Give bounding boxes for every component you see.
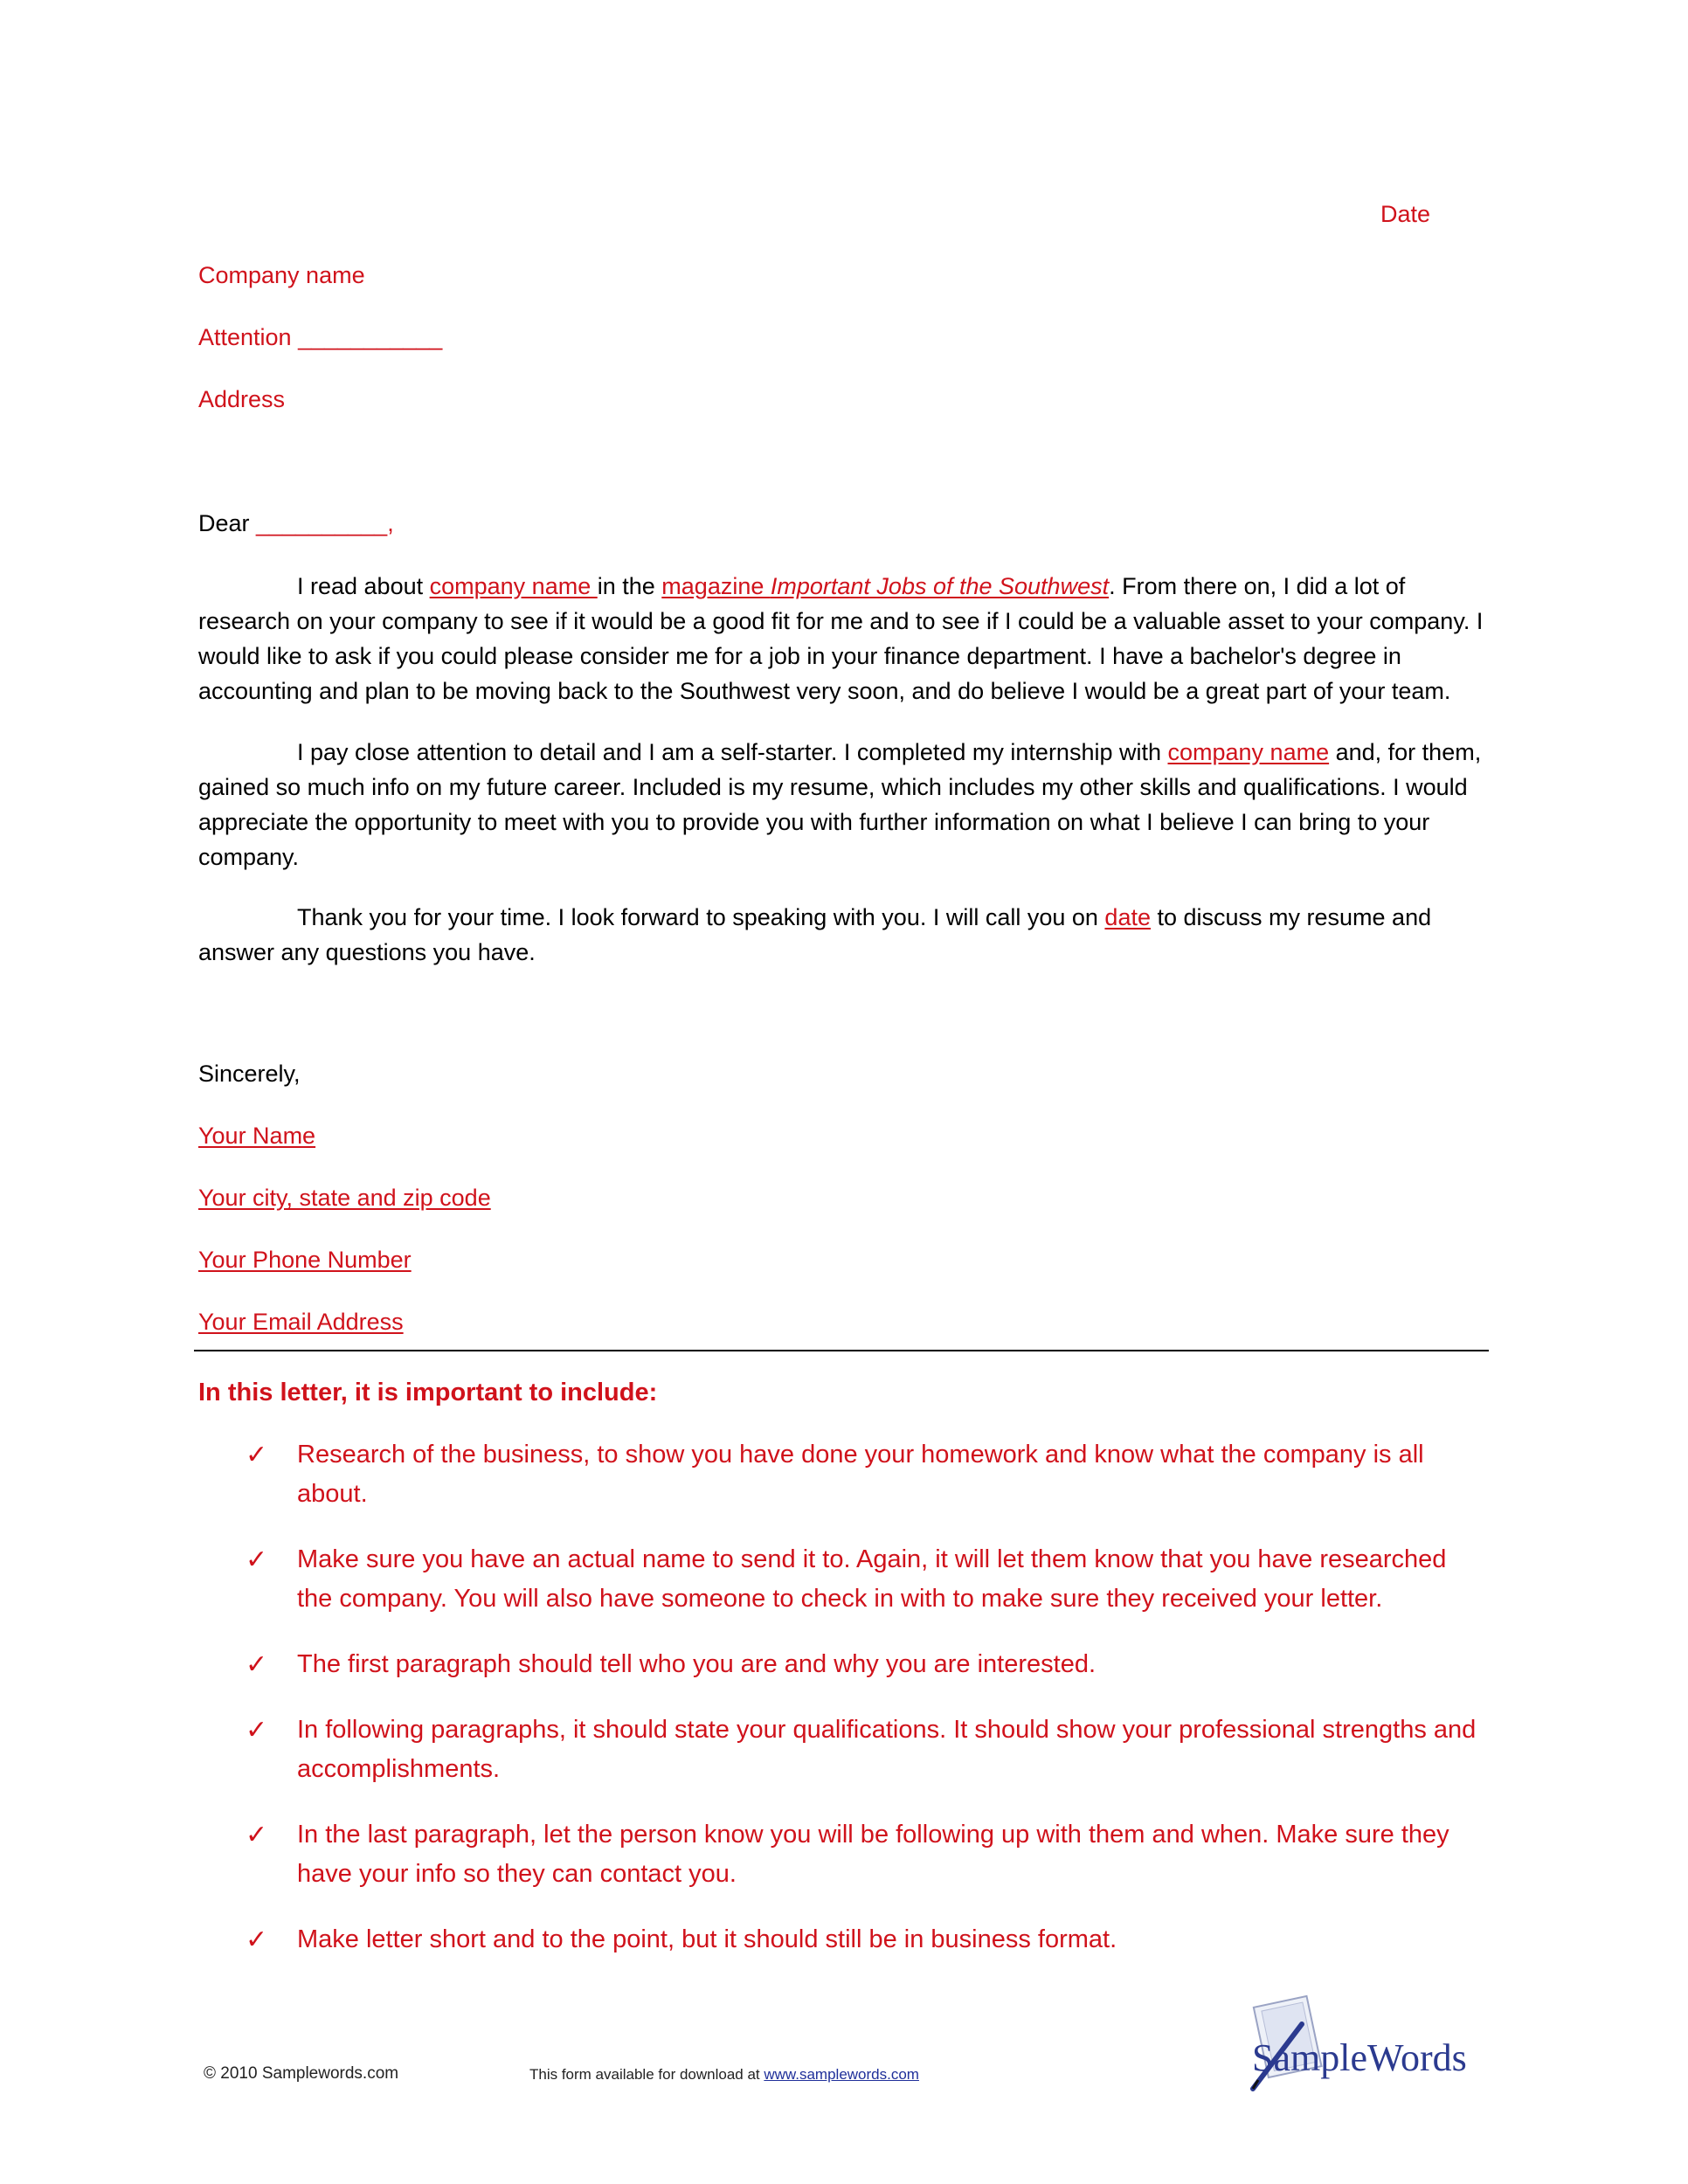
checklist-item: The first paragraph should tell who you are and why you are interested.: [297, 1650, 1097, 1678]
checkmark-icon: ✓: [246, 1925, 268, 1954]
checklist-title: In this letter, it is important to include:: [198, 1379, 658, 1406]
salutation-blank: __________,: [256, 510, 394, 536]
p3-date-link[interactable]: date: [1104, 904, 1151, 930]
p3-rest: to discuss my resume and answer any questions you have.: [198, 904, 1432, 965]
footer-download-note: [529, 2066, 919, 2084]
checklist-item: In following paragraphs, it should state your qualifications. It should show your professional strengths and accomplishments.: [297, 1716, 1477, 1783]
p1-magazine[interactable]: magazine: [661, 573, 771, 599]
checkmark-icon: ✓: [246, 1821, 268, 1849]
p2-company-link[interactable]: company name: [1167, 739, 1330, 765]
body-paragraph-3: [198, 900, 1487, 970]
p2-intro: I pay close attention to detail and I am a self-starter. I completed my internship with: [297, 739, 1168, 765]
your-email-field[interactable]: Your Email Address: [198, 1309, 404, 1335]
checklist-item: In the last paragraph, let the person know you will be following up with them and when. Make sure they have your info so they can contact you.: [297, 1821, 1449, 1888]
your-city-field[interactable]: Your city, state and zip code: [198, 1185, 491, 1211]
company-name-field: Company name: [198, 262, 365, 288]
p1-intro: I read about: [297, 573, 430, 599]
salutation-prefix: Dear: [198, 510, 257, 536]
p3-intro: Thank you for your time. I look forward to speaking with you. I will call you on: [297, 904, 1105, 930]
body-paragraph-2: [198, 735, 1487, 874]
checklist-item: Make sure you have an actual name to send it to. Again, it will let them know that you have researched the company. You will also have someone to check in with to make sure they received your letter.: [297, 1545, 1447, 1613]
footer-copyright: © 2010 Samplewords.com: [204, 2064, 399, 2083]
p1-company-link[interactable]: company name: [429, 573, 598, 599]
your-name-field[interactable]: Your Name: [198, 1123, 316, 1149]
date-field: Date: [1380, 201, 1431, 227]
checklist-item: Make letter short and to the point, but it should still be in business format.: [297, 1925, 1117, 1953]
p1-in-the: in the: [597, 573, 662, 599]
p1-magazine-title[interactable]: Important Jobs of the Southwest: [770, 573, 1110, 599]
checklist-item: Research of the business, to show you have done your homework and know what the company is all about.: [297, 1441, 1424, 1508]
attention-field: Attention ___________: [198, 324, 443, 350]
section-divider: [194, 1350, 1489, 1351]
footer-available-text: This form available for download at: [529, 2066, 764, 2083]
sign-off: Sincerely,: [198, 1061, 301, 1087]
address-field: Address: [198, 386, 286, 412]
body-paragraph-1: [198, 569, 1487, 708]
checkmark-icon: ✓: [246, 1441, 268, 1469]
checkmark-icon: ✓: [246, 1650, 268, 1679]
footer-website-link[interactable]: www.samplewords.com: [764, 2066, 919, 2083]
p1-rest: . From there on, I did a lot of research on your company to see if it would be a good fit for me and to see if I could be a valuable asset to your company. I would like to ask if you could please consider me for a job in your finance department. I have a bachelor's degree in accounting and plan to be moving back to the Southwest very soon, and do believe I would be a great part of your team.: [198, 573, 1484, 704]
p2-rest: and, for them, gained so much info on my future career. Included is my resume, which includes my other skills and qualifications. I would appreciate the opportunity to meet with you to provide you with further information on what I believe I can bring to your company.: [198, 739, 1482, 870]
logo-wordmark: SampleWords: [1252, 2036, 1467, 2079]
checkmark-icon: ✓: [246, 1716, 268, 1745]
salutation: [198, 510, 394, 537]
your-phone-field[interactable]: Your Phone Number: [198, 1247, 412, 1273]
checkmark-icon: ✓: [246, 1545, 268, 1574]
